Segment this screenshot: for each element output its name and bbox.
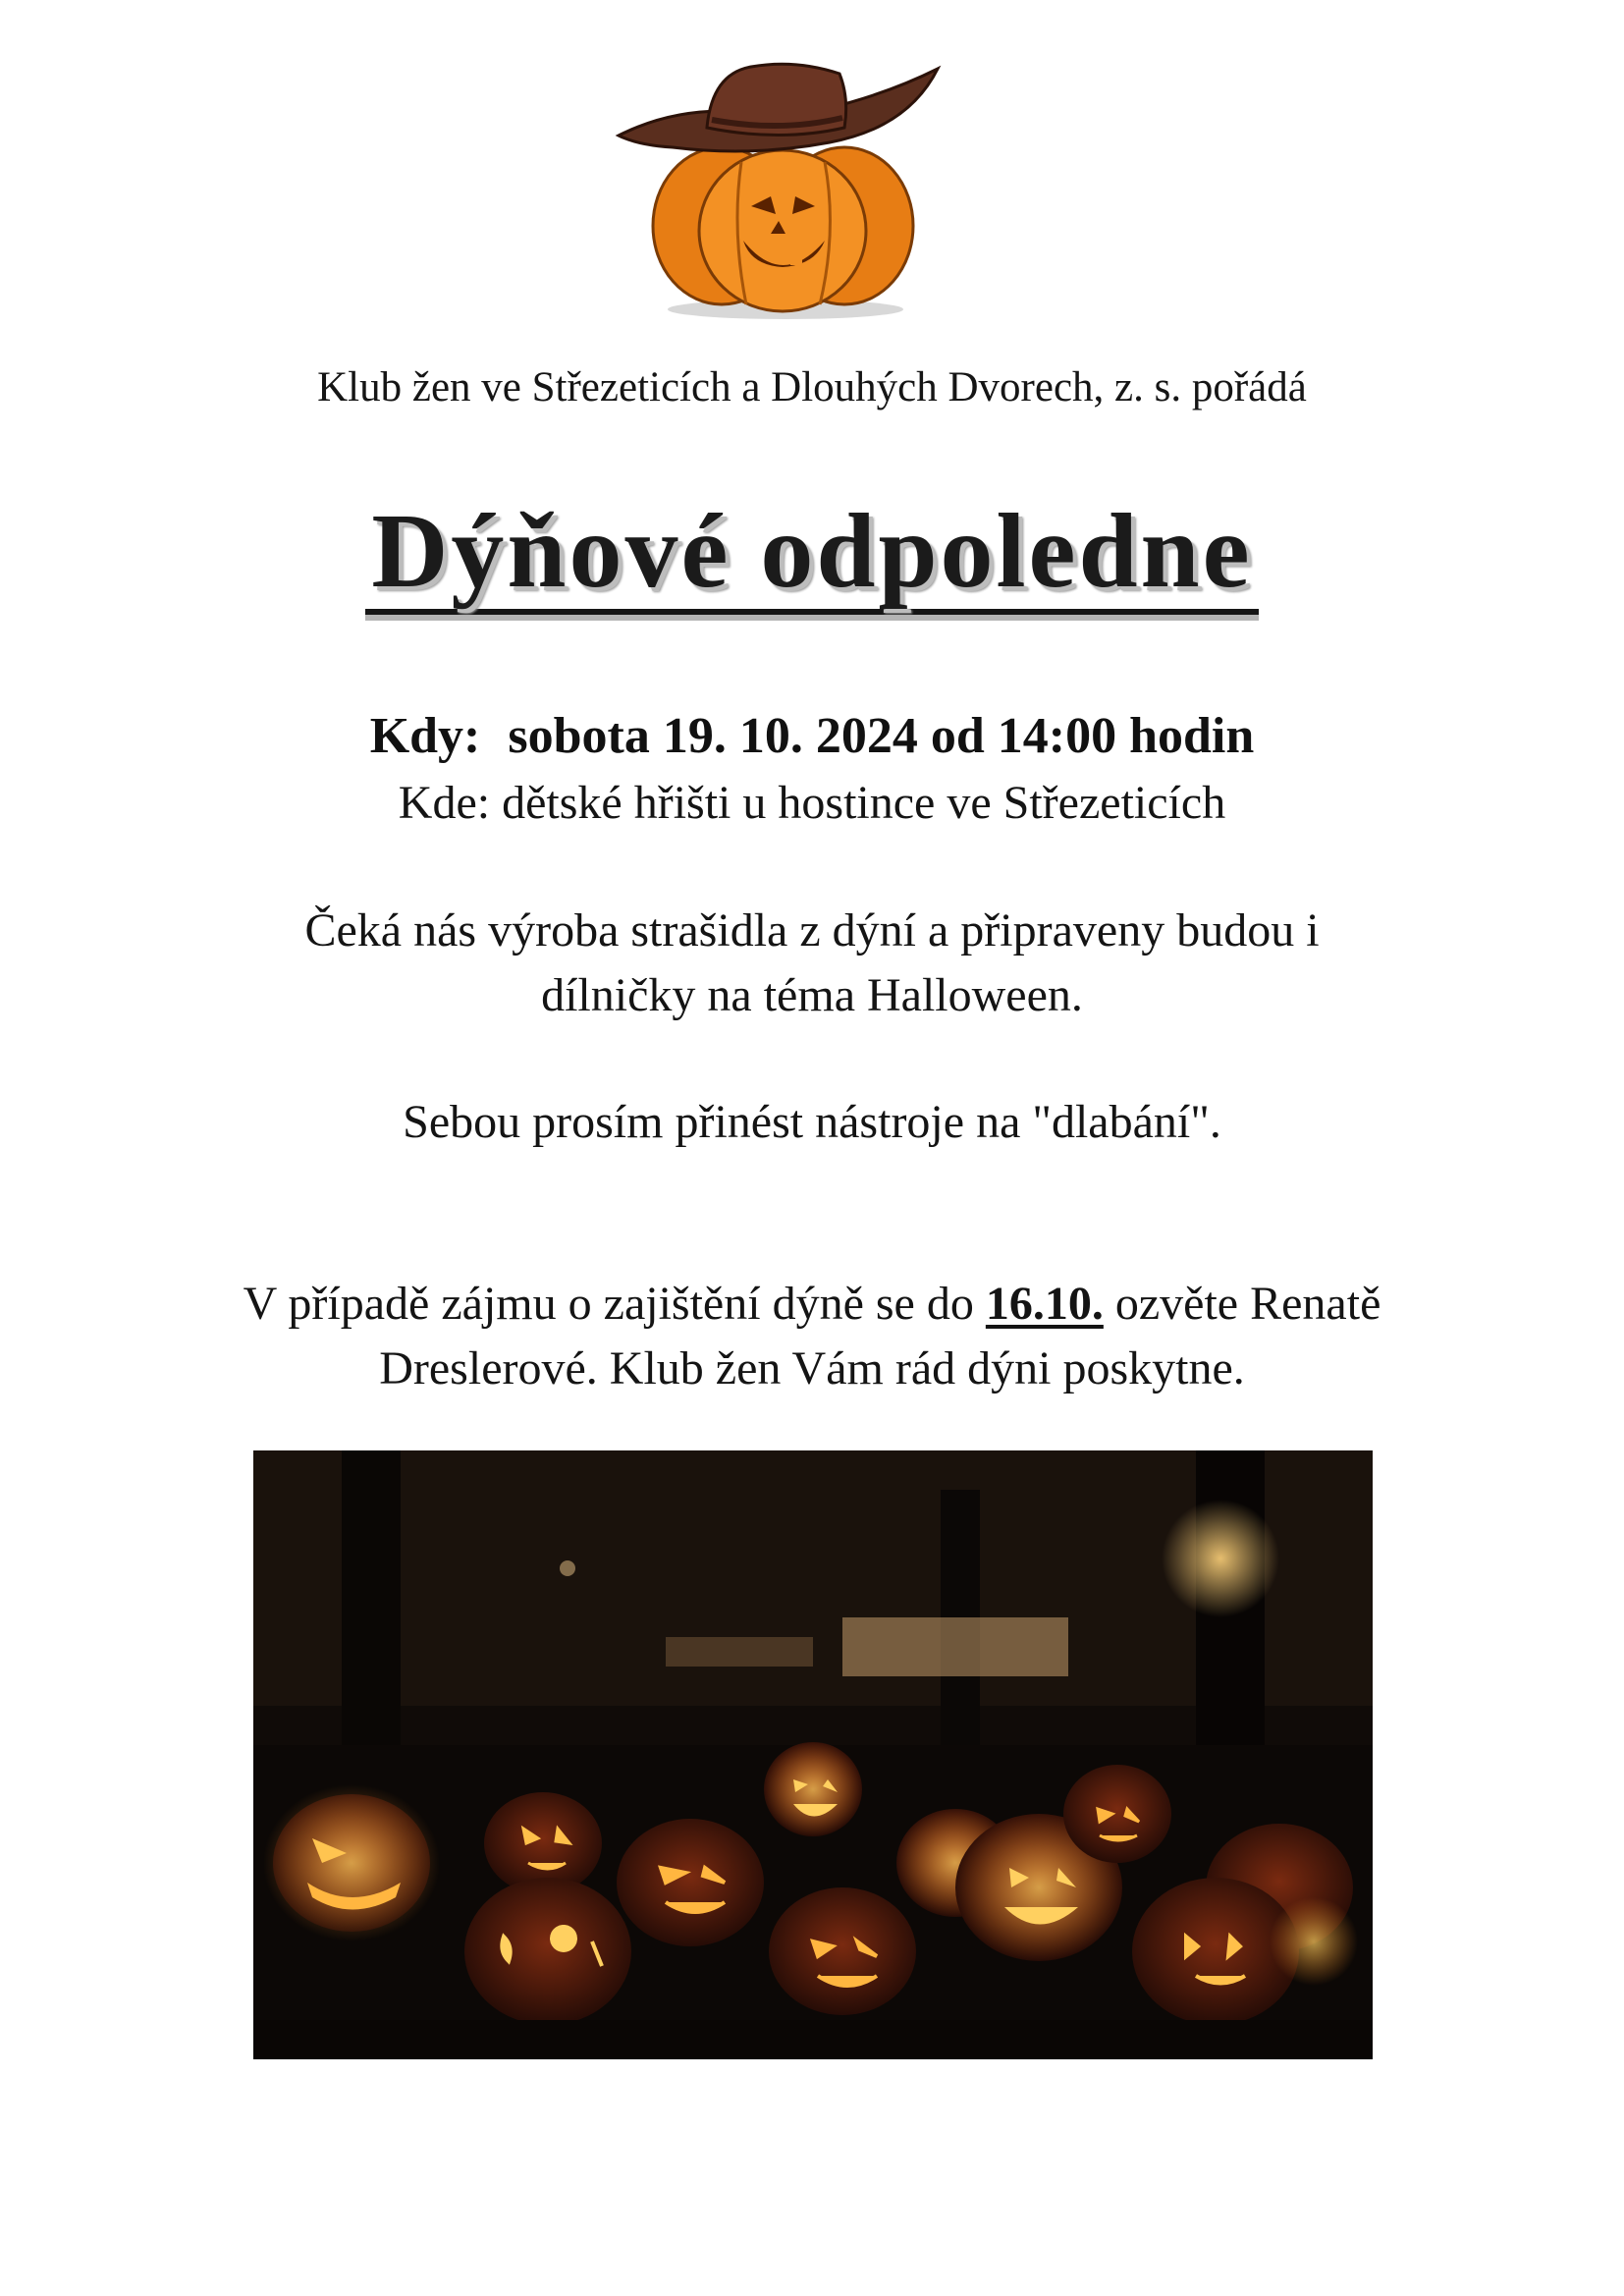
jack-o-lanterns-photo [253, 1450, 1373, 2059]
organizer-line: Klub žen ve Střezeticích a Dlouhých Dvorech, z. s. pořádá [317, 364, 1307, 410]
bring-tools-note: Sebou prosím přinést nástroje na "dlabání". [403, 1096, 1221, 1148]
description-line-1: Čeká nás výroba strašidla z dýní a připraveny budou i [304, 904, 1320, 957]
contact-note [0, 1272, 1624, 1401]
event-where: Kde: dětské hřišti u hostince ve Střezeticích [398, 777, 1226, 829]
description [0, 899, 1624, 1028]
contact-deadline: 16.10. [985, 1278, 1104, 1330]
pumpkin-with-hat-icon [614, 59, 947, 324]
event-title: Dýňové odpoledne [365, 496, 1258, 615]
contact-line-1 [0, 1272, 1624, 1337]
when-value: sobota 19. 10. 2024 od 14:00 hodin [508, 708, 1255, 764]
when-label: Kdy: [369, 708, 481, 764]
contact-after: ozvěte Renatě [1114, 1278, 1381, 1330]
title-wrap [0, 493, 1624, 615]
contact-line-2: Dreslerové. Klub žen Vám rád dýni poskytne. [379, 1342, 1245, 1394]
description-line-2: dílničky na téma Halloween. [541, 969, 1083, 1021]
contact-before: V případě zájmu o zajištění dýně se do [243, 1278, 974, 1330]
event-when [0, 707, 1624, 765]
